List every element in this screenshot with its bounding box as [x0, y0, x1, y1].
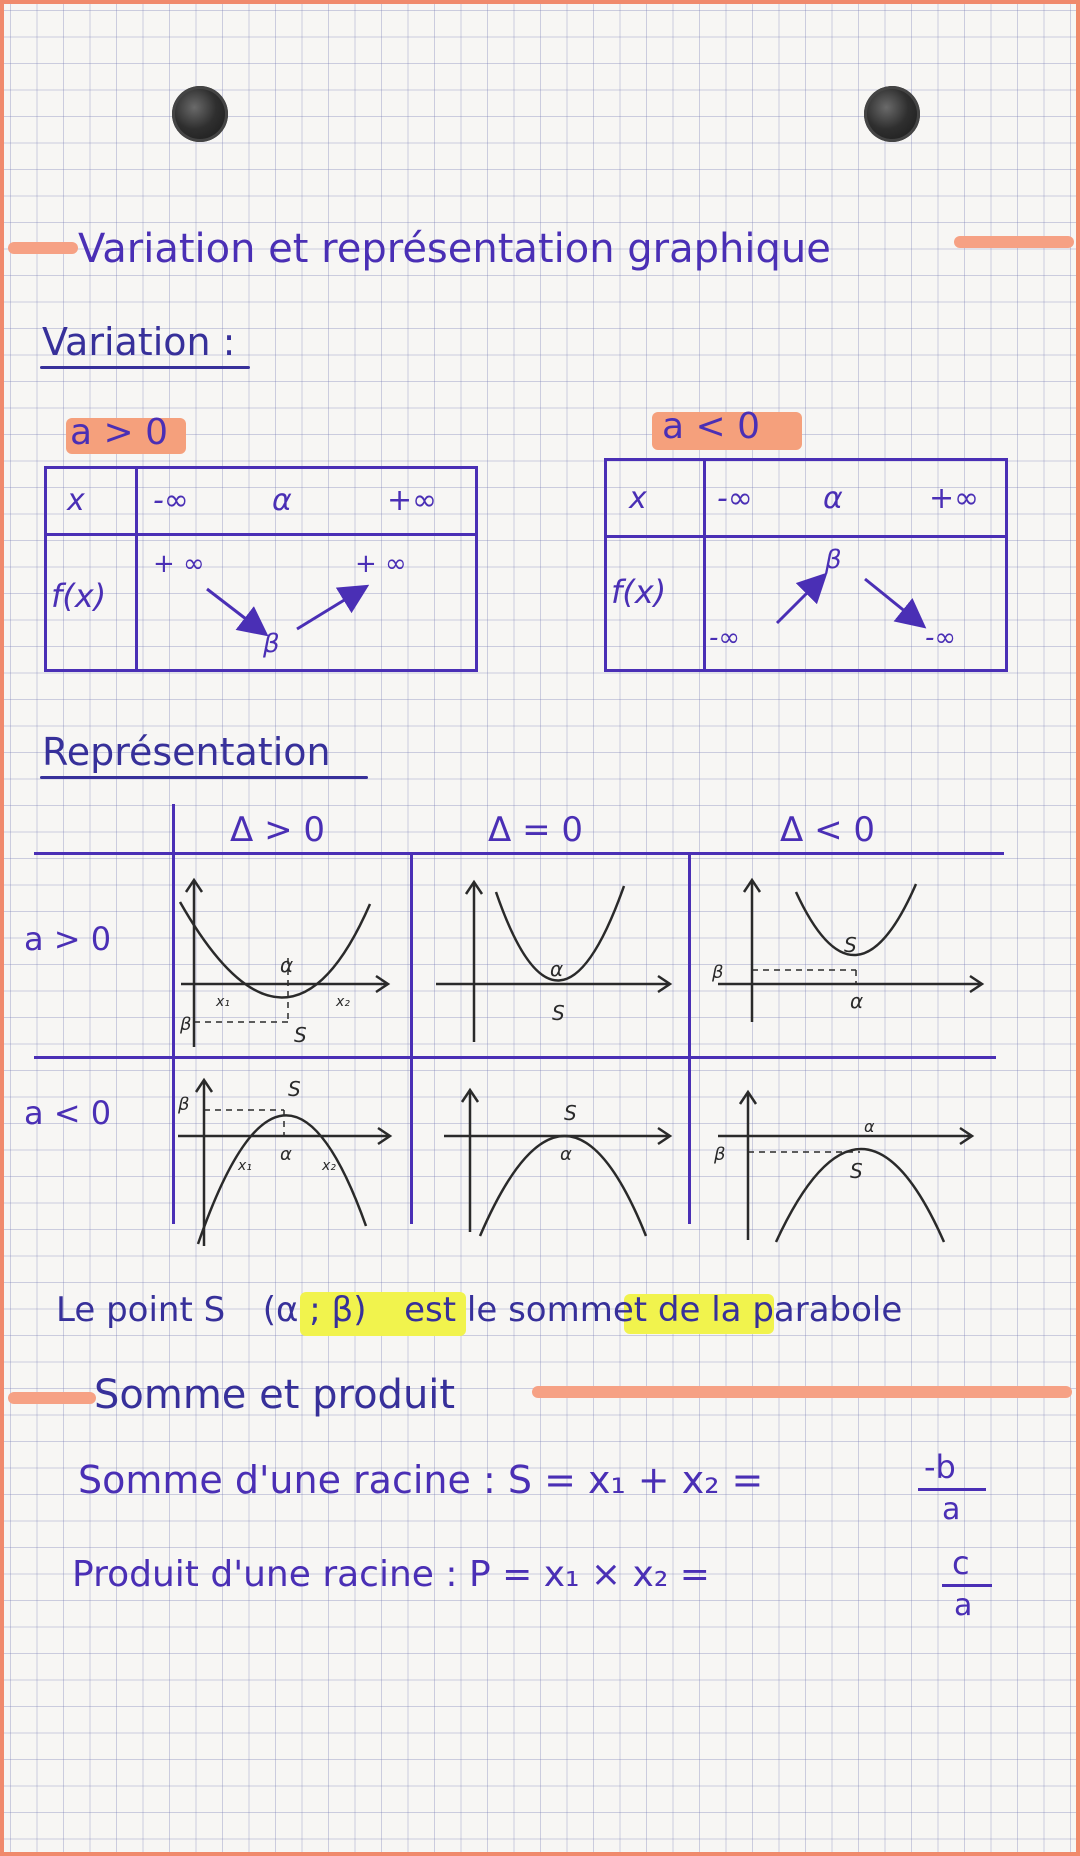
punch-hole-right	[864, 86, 920, 142]
sommet-mid: est le	[404, 1290, 498, 1330]
produit-line	[72, 1554, 710, 1595]
col-delta-neg: Δ < 0	[780, 810, 875, 850]
cell-start-value: + ∞	[153, 549, 205, 579]
cell-beta-neg: β	[825, 545, 842, 575]
somme-line	[78, 1458, 763, 1502]
lbl-x2: x₂	[322, 1158, 336, 1174]
variation-arrows-pos	[47, 469, 475, 669]
graph-a-pos-delta-zero	[434, 862, 684, 1052]
variation-arrows-neg	[607, 461, 1005, 669]
lbl-x2: x₂	[336, 994, 350, 1010]
somme-num: -b	[924, 1448, 956, 1486]
somme-sep: :	[482, 1458, 496, 1502]
title-bar-left	[8, 242, 78, 254]
produit-fraction-bar	[942, 1584, 992, 1587]
produit-den: a	[954, 1588, 973, 1623]
cell-end-value: + ∞	[355, 549, 407, 579]
cell-alpha: α	[272, 483, 292, 518]
label-a-neg: a < 0	[662, 406, 761, 447]
punch-hole-left	[172, 86, 228, 142]
cell-minus-inf-neg: -∞	[717, 481, 753, 516]
cell-minus-inf: -∞	[153, 483, 189, 518]
produit-sep: :	[445, 1554, 458, 1595]
grid-h-2	[34, 1056, 996, 1059]
variation-table-a-neg	[604, 458, 1008, 672]
cell-start-value-neg: -∞	[709, 623, 741, 653]
row-a-pos: a > 0	[24, 920, 112, 958]
label-a-pos: a > 0	[70, 412, 169, 453]
graph-a-neg-delta-zero	[434, 1076, 684, 1246]
col-delta-zero: Δ = 0	[488, 810, 583, 850]
lbl-alpha: α	[280, 1144, 292, 1165]
grid-v-3	[688, 852, 691, 1224]
sommet-sentence	[56, 1290, 902, 1330]
lbl-alpha: α	[280, 953, 294, 977]
cell-x-neg: x	[629, 481, 647, 516]
sp-bar-right	[532, 1386, 1072, 1398]
lbl-x1: x₁	[216, 994, 230, 1010]
lbl-alpha: α	[560, 1144, 572, 1165]
lbl-s: S	[294, 1023, 307, 1047]
lbl-alpha: α	[850, 989, 864, 1013]
lbl-s: S	[844, 933, 857, 957]
lbl-s: S	[850, 1159, 863, 1183]
graph-a-pos-delta-neg	[704, 862, 994, 1052]
cell-plus-inf: +∞	[387, 483, 438, 518]
cell-beta: β	[263, 629, 280, 659]
representation-underline	[40, 776, 368, 779]
title-bar-right	[954, 236, 1074, 248]
lbl-s: S	[288, 1077, 301, 1101]
sommet-post: de la parabole	[657, 1290, 903, 1330]
variation-heading: Variation :	[42, 320, 236, 364]
produit-num: c	[952, 1544, 970, 1582]
lbl-s: S	[552, 1001, 565, 1025]
somme-fraction-bar	[918, 1488, 986, 1491]
cell-fx: f(x)	[51, 577, 107, 615]
lbl-beta: β	[712, 962, 724, 983]
cell-plus-inf-neg: +∞	[929, 481, 980, 516]
lbl-beta: β	[180, 1014, 192, 1035]
graph-a-neg-delta-pos	[176, 1066, 406, 1246]
variation-table-a-pos	[44, 466, 478, 672]
lbl-beta: β	[714, 1144, 726, 1165]
grid-v-2	[410, 852, 413, 1224]
lbl-beta: β	[178, 1094, 190, 1115]
representation-heading: Représentation	[42, 730, 331, 774]
lbl-s: S	[564, 1101, 577, 1125]
sommet-coord: (α ; β)	[262, 1290, 367, 1330]
cell-x: x	[67, 483, 85, 518]
variation-underline	[40, 366, 250, 369]
grid-v-1	[172, 804, 175, 1224]
page-title: Variation et représentation graphique	[78, 226, 831, 272]
row-a-neg: a < 0	[24, 1094, 112, 1132]
sp-title: Somme et produit	[94, 1372, 456, 1418]
somme-eq: S = x₁ + x₂ =	[507, 1458, 764, 1502]
lbl-x1: x₁	[238, 1158, 252, 1174]
grid-h-1	[34, 852, 1004, 855]
cell-alpha-neg: α	[823, 481, 843, 516]
sommet-pre: Le point S	[56, 1290, 226, 1330]
cell-fx-neg: f(x)	[611, 573, 667, 611]
graph-a-pos-delta-pos	[176, 862, 406, 1052]
sommet-word: sommet	[508, 1290, 648, 1330]
col-delta-pos: Δ > 0	[230, 810, 325, 850]
sp-bar-left	[8, 1392, 96, 1404]
produit-eq: P = x₁ × x₂ =	[468, 1554, 710, 1595]
cell-end-value-neg: -∞	[925, 623, 957, 653]
lbl-alpha: α	[550, 957, 564, 981]
somme-den: a	[942, 1492, 961, 1527]
produit-text: Produit d'une racine	[72, 1554, 434, 1595]
somme-text: Somme d'une racine	[78, 1458, 471, 1502]
graph-a-neg-delta-neg	[704, 1076, 994, 1246]
lbl-alpha: α	[864, 1117, 875, 1136]
